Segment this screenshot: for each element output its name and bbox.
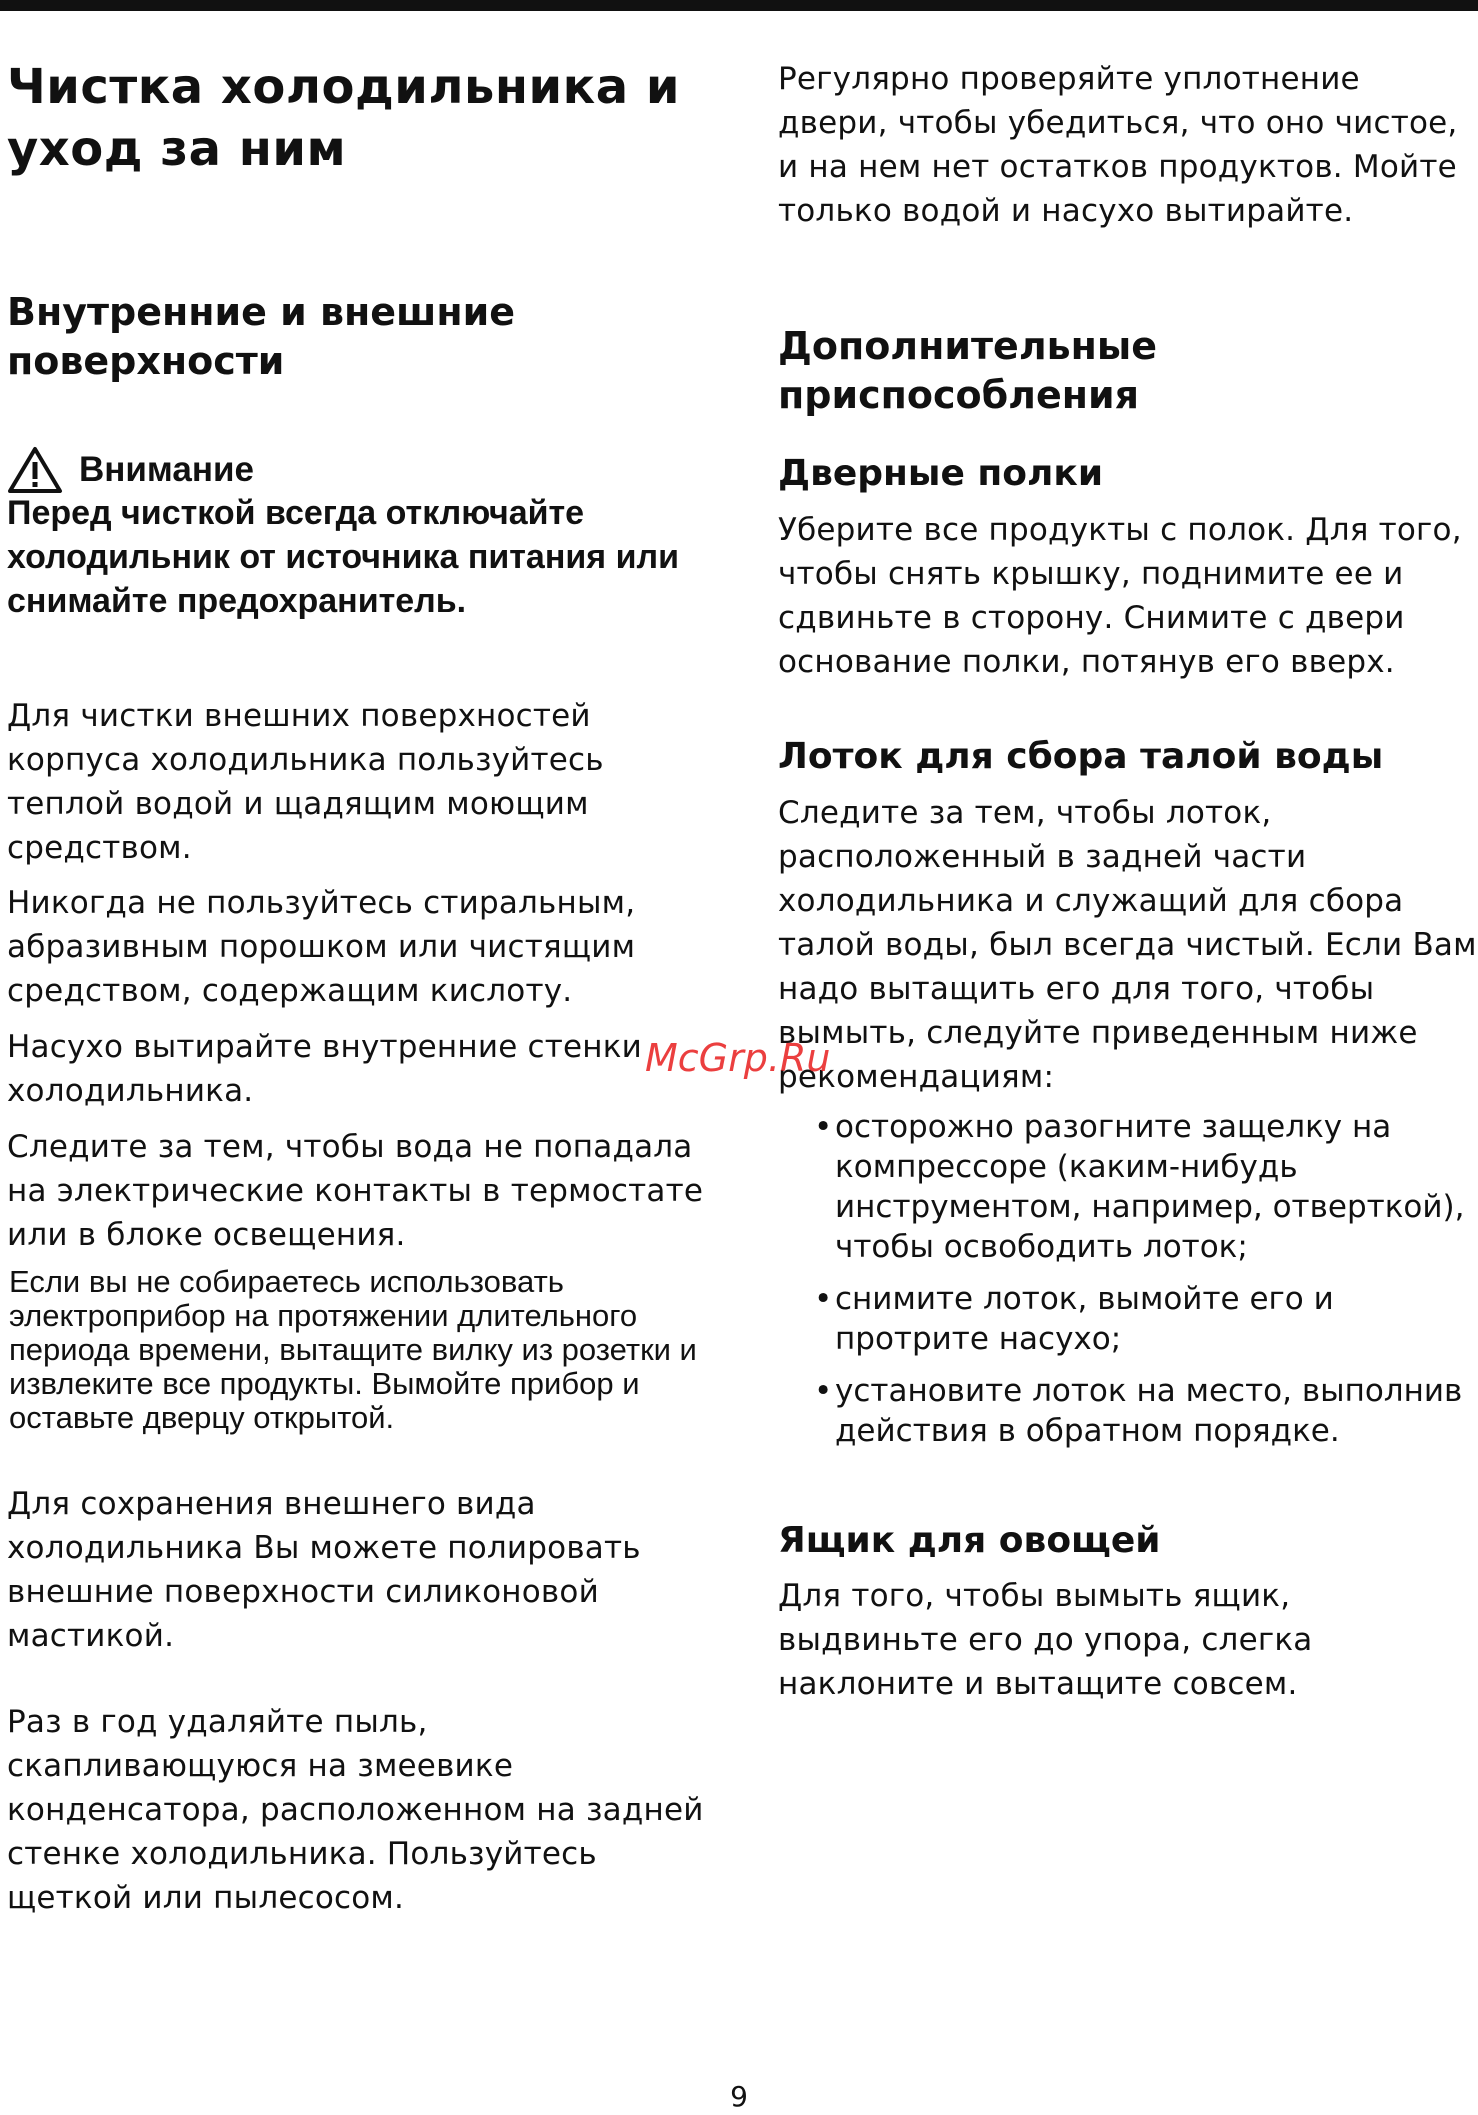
top-rule bbox=[0, 0, 1478, 11]
drip-tray-text: Следите за тем, чтобы лоток, расположенный в задней части холодильника и служащий для сбора талой воды, был всегда чистый. Если Вам надо вытащить его для того, чтобы вымыть, следуйте приведенным ниже рекомендациям: bbox=[778, 795, 1477, 1095]
watermark-logo: McGrp.Ru bbox=[645, 1036, 831, 1080]
list-item: • установите лоток на место, выполнив действия в обратном порядке. bbox=[814, 1373, 1463, 1449]
section-title-surfaces: Внутренние и внешние поверхности bbox=[7, 290, 516, 383]
paragraph-dry-walls: Насухо вытирайте внутренние стенки холодильника. bbox=[7, 1029, 643, 1109]
drip-tray-title: Лоток для сбора талой воды bbox=[778, 736, 1384, 777]
door-shelves-title: Дверные полки bbox=[778, 453, 1104, 494]
page-number: 9 bbox=[730, 2080, 748, 2113]
warning-triangle-icon bbox=[7, 446, 63, 494]
paragraph-condenser-dust: Раз в год удаляйте пыль, скапливающуюся на змеевике конденсатора, расположенном на задней стенке холодильника. Пользуйтесь щеткой или пылесосом. bbox=[7, 1704, 704, 1916]
vegetable-box-title: Ящик для овощей bbox=[778, 1520, 1161, 1561]
warning-text: Перед чисткой всегда отключайте холодильник от источника питания или снимайте предохранитель. bbox=[7, 494, 679, 620]
paragraph-door-seal: Регулярно проверяйте уплотнение двери, чтобы убедиться, что оно чистое, и на нем нет остатков продуктов. Мойте только водой и насухо вытирайте. bbox=[778, 61, 1458, 229]
warning-label: Внимание bbox=[79, 450, 254, 489]
vegetable-box-text: Для того, чтобы вымыть ящик, выдвиньте его до упора, слегка наклоните и вытащите совсем. bbox=[778, 1578, 1313, 1702]
paragraph-no-abrasives: Никогда не пользуйтесь стиральным, абразивным порошком или чистящим средством, содержащим кислоту. bbox=[7, 885, 636, 1009]
paragraph-exterior-cleaning: Для чистки внешних поверхностей корпуса холодильника пользуйтесь теплой водой и щадящим моющим средством. bbox=[7, 698, 604, 866]
paragraph-long-absence: Если вы не собираетесь использовать электроприбор на протяжении длительного периода времени, вытащите вилку из розетки и извлеките все продукты. Вымойте прибор и оставьте дверцу открытой. bbox=[9, 1264, 697, 1435]
list-item: • снимите лоток, вымойте его и протрите насухо; bbox=[814, 1281, 1334, 1357]
page-title: Чистка холодильника и уход за ним bbox=[7, 59, 680, 177]
door-shelves-text: Уберите все продукты с полок. Для того, чтобы снять крышку, поднимите ее и сдвиньте в сторону. Снимите с двери основание полки, потянув его вверх. bbox=[778, 512, 1462, 680]
paragraph-electrical-contacts: Следите за тем, чтобы вода не попадала на электрические контакты в термостате или в блоке освещения. bbox=[7, 1129, 704, 1253]
paragraph-polishing: Для сохранения внешнего вида холодильника Вы можете полировать внешние поверхности силиконовой мастикой. bbox=[7, 1486, 641, 1654]
section-title-accessories: Дополнительные приспособления bbox=[778, 324, 1158, 417]
warning-heading bbox=[7, 446, 254, 494]
list-item: • осторожно разогните защелку на компрессоре (каким-нибудь инструментом, например, отверткой), чтобы освободить лоток; bbox=[814, 1109, 1465, 1265]
drip-tray-steps bbox=[778, 1107, 1478, 1463]
